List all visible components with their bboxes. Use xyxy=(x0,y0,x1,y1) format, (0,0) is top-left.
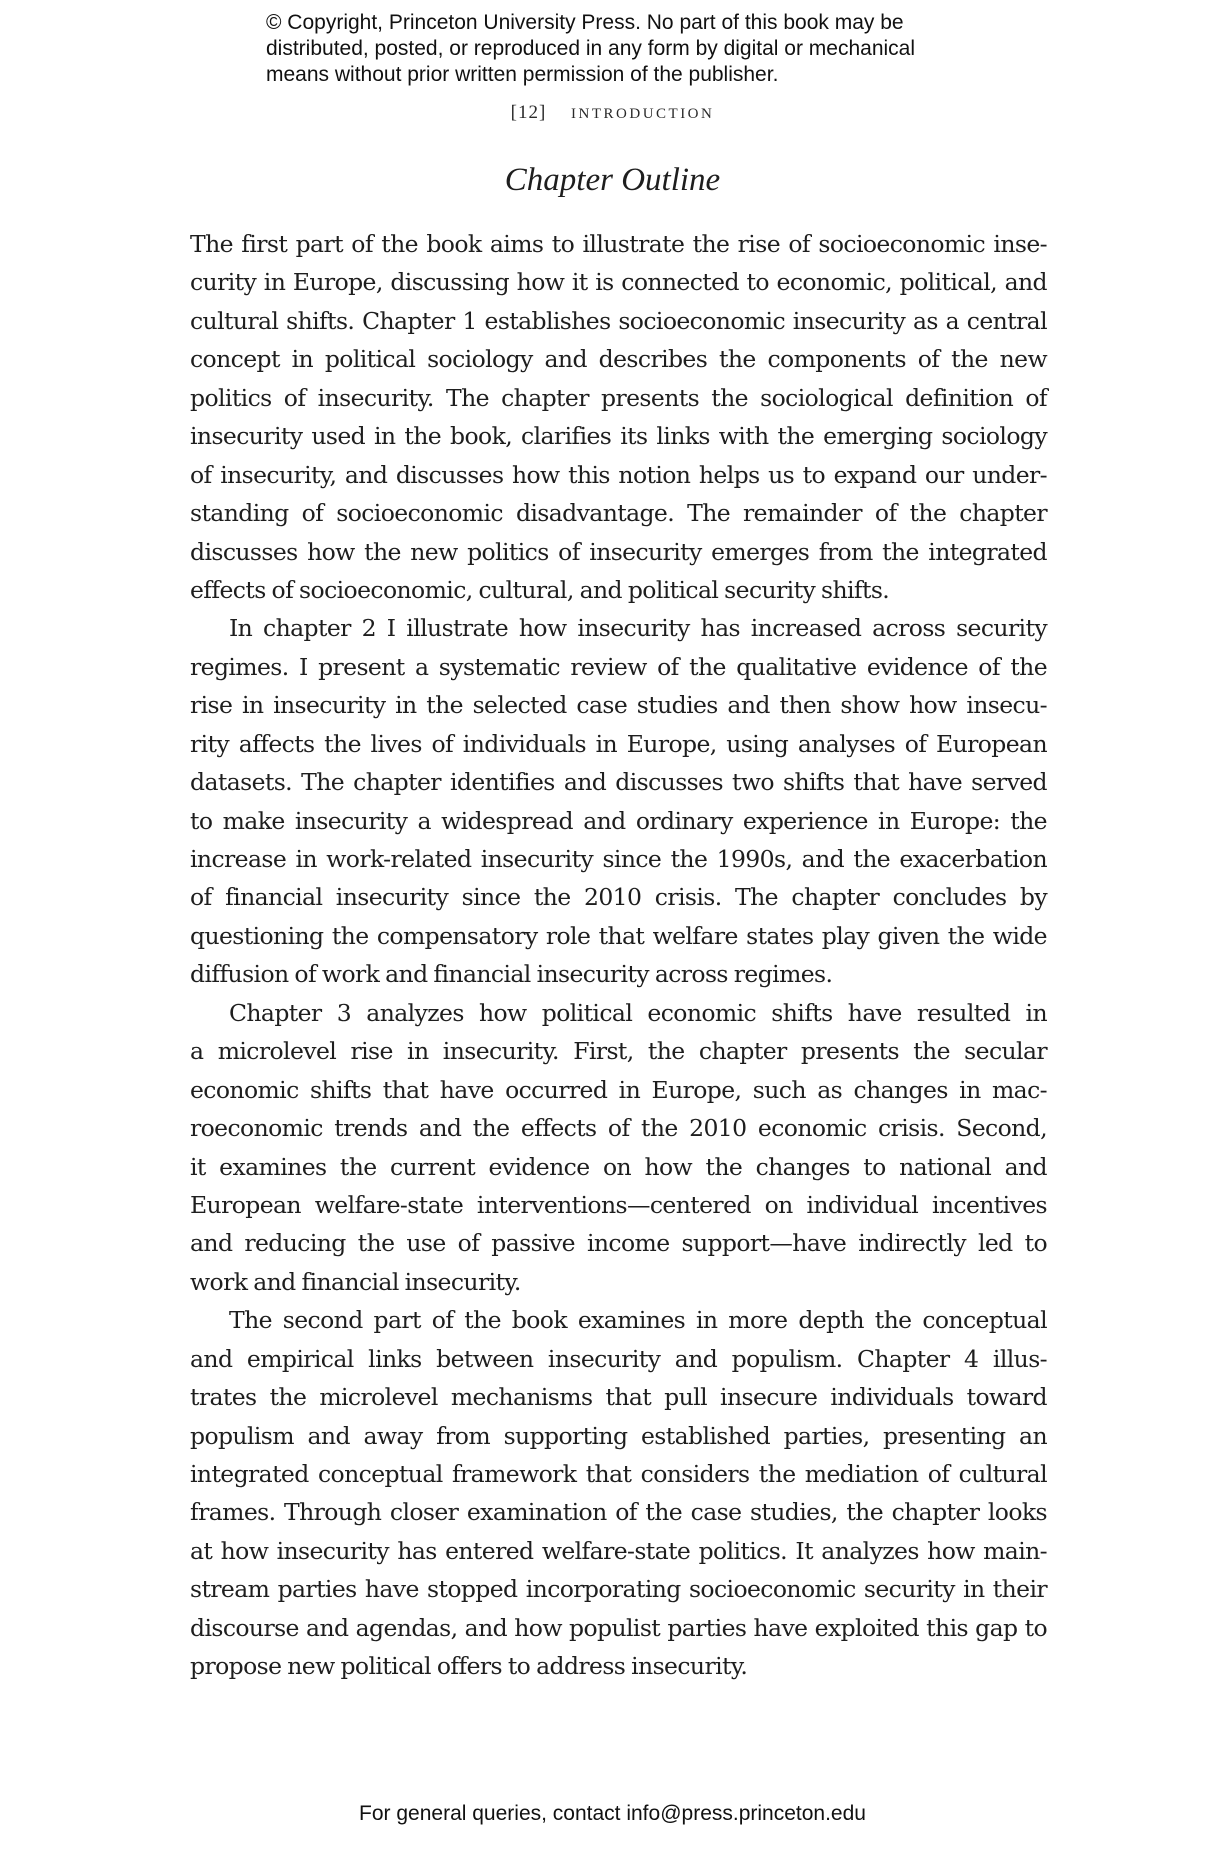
text-line: The second part of the book examines in more depth the conceptual xyxy=(229,1306,1047,1335)
text-line: Chapter 3 analyzes how political economic shifts have resulted in xyxy=(229,998,1047,1027)
text-line: discusses how the new politics of insecurity emerges from the integrated xyxy=(190,537,1047,566)
body-text xyxy=(190,225,1047,1686)
text-line: and empirical links between insecurity and populism. Chapter 4 illus- xyxy=(190,1344,1047,1373)
text-line: increase in work-related insecurity since the 1990s, and the exacerbation xyxy=(190,845,1047,873)
text-line: regimes. I present a systematic review of the qualitative evidence of the xyxy=(190,652,1047,681)
text-line: European welfare-state interventions—centered on individual incentives xyxy=(190,1190,1047,1219)
text-line: politics of insecurity. The chapter presents the sociological definition of xyxy=(190,383,1047,412)
text-line: of insecurity, and discusses how this notion helps us to expand our under- xyxy=(190,460,1047,489)
text-line: stream parties have stopped incorporating socioeconomic security in their xyxy=(190,1575,1047,1604)
text-line: trates the microlevel mechanisms that pull insecure individuals toward xyxy=(190,1383,1047,1412)
text-line: at how insecurity has entered welfare-state politics. It analyzes how main- xyxy=(190,1536,1047,1565)
text-line: concept in political sociology and describes the components of the new xyxy=(190,345,1047,374)
text-line: questioning the compensatory role that welfare states play given the wide xyxy=(190,921,1047,950)
text-line: insecurity used in the book, clarifies its links with the emerging sociology xyxy=(190,422,1047,451)
text-line: to make insecurity a widespread and ordinary experience in Europe: the xyxy=(190,806,1047,835)
paragraph xyxy=(190,225,1047,609)
text-line: standing of socioeconomic disadvantage. The remainder of the chapter xyxy=(190,499,1047,528)
text-line: frames. Through closer examination of the case studies, the chapter looks xyxy=(190,1498,1047,1527)
text-line: The first part of the book aims to illustrate the rise of socioeconomic inse- xyxy=(190,230,1047,258)
text-line: a microlevel rise in insecurity. First, the chapter presents the secular xyxy=(190,1037,1047,1066)
paragraph xyxy=(190,994,1047,1302)
chapter-title: Chapter Outline xyxy=(504,162,721,198)
text-line: work and financial insecurity. xyxy=(190,1267,521,1296)
text-line: integrated conceptual framework that considers the mediation of cultural xyxy=(190,1460,1047,1488)
text-line: rity affects the lives of individuals in Europe, using analyses of European xyxy=(190,729,1047,758)
copyright-notice xyxy=(266,10,986,88)
text-line: discourse and agendas, and how populist parties have exploited this gap to xyxy=(190,1613,1047,1642)
text-line: and reducing the use of passive income support—have indirectly led to xyxy=(190,1229,1047,1258)
text-line: effects of socioeconomic, cultural, and political security shifts. xyxy=(190,575,890,604)
text-line: economic shifts that have occurred in Europe, such as changes in mac- xyxy=(190,1075,1047,1104)
text-line: curity in Europe, discussing how it is connected to economic, political, and xyxy=(190,268,1047,297)
page-number: [12] xyxy=(510,102,547,123)
section-title: introduction xyxy=(571,98,715,123)
paragraph xyxy=(190,1301,1047,1685)
text-line: datasets. The chapter identifies and discusses two shifts that have served xyxy=(190,768,1047,797)
running-head xyxy=(0,98,1225,124)
text-line: cultural shifts. Chapter 1 establishes socioeconomic insecurity as a central xyxy=(190,306,1047,335)
text-line: rise in insecurity in the selected case studies and then show how insecu- xyxy=(190,691,1047,720)
copyright-line: distributed, posted, or reproduced in any form by digital or mechanical xyxy=(266,37,916,60)
text-line: it examines the current evidence on how the changes to national and xyxy=(190,1152,1047,1181)
footer-contact: For general queries, contact info@press.princeton.edu xyxy=(359,1802,866,1825)
text-line: propose new political offers to address insecurity. xyxy=(190,1652,748,1681)
copyright-line: © Copyright, Princeton University Press. No part of this book may be xyxy=(266,11,904,34)
copyright-line: means without prior written permission of the publisher. xyxy=(266,63,779,86)
text-line: of financial insecurity since the 2010 crisis. The chapter concludes by xyxy=(190,883,1047,912)
text-line: In chapter 2 I illustrate how insecurity has increased across security xyxy=(229,614,1047,643)
text-line: diffusion of work and financial insecurity across regimes. xyxy=(190,960,833,989)
text-line: populism and away from supporting established parties, presenting an xyxy=(190,1421,1047,1450)
paragraph xyxy=(190,609,1047,993)
text-line: roeconomic trends and the effects of the 2010 economic crisis. Second, xyxy=(190,1114,1047,1143)
